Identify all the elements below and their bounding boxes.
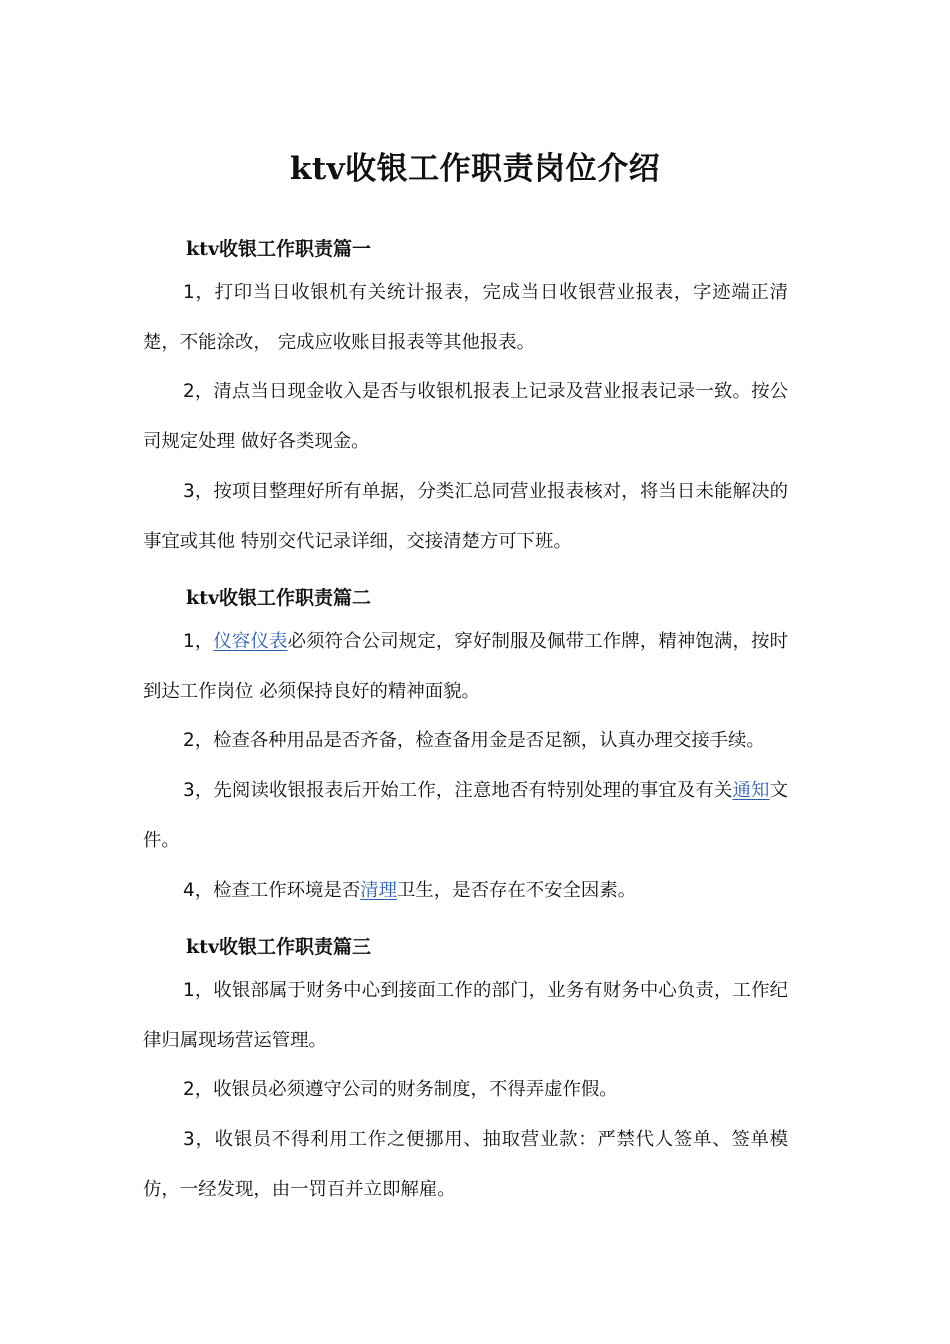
paragraph-text: 文件。 — [143, 780, 788, 851]
link-notice[interactable]: 通知 — [732, 780, 770, 801]
paragraph: 2，收银员必须遵守公司的财务制度，不得弄虚作假。 — [183, 1079, 618, 1100]
section-heading-3: ktv收银工作职责篇三 — [186, 936, 371, 958]
paragraph-text: 必须符合公司规定，穿好制服及佩带工作牌，精神饱满，按时到达工作岗位 必须保持良好的精神面貌。 — [143, 631, 788, 702]
paragraph — [143, 866, 788, 916]
paragraph: 3，按项目整理好所有单据，分类汇总同营业报表核对，将当日未能解决的事宜或其他 特别交代记录详细，交接清楚方可下班。 — [143, 481, 788, 552]
link-cleaning[interactable]: 清理 — [360, 880, 398, 901]
paragraph: 2，清点当日现金收入是否与收银机报表上记录及营业报表记录一致。按公司规定处理 做好各类现金。 — [143, 381, 788, 452]
section-heading-1: ktv收银工作职责篇一 — [186, 238, 371, 260]
link-grooming[interactable]: 仪容仪表 — [213, 631, 288, 652]
paragraph: 2，检查各种用品是否齐备，检查备用金是否足额，认真办理交接手续。 — [183, 730, 765, 751]
paragraph-text: 卫生，是否存在不安全因素。 — [397, 880, 637, 901]
paragraph-text: 3，先阅读收银报表后开始工作，注意地否有特别处理的事宜及有关 — [183, 780, 733, 801]
section-heading-2: ktv收银工作职责篇二 — [186, 587, 371, 609]
paragraph-text: 4，检查工作环境是否 — [183, 880, 361, 901]
paragraph: 1，打印当日收银机有关统计报表，完成当日收银营业报表，字迹端正清楚，不能涂改， 完成应收账目报表等其他报表。 — [143, 282, 788, 353]
paragraph: 3，收银员不得利用工作之便挪用、抽取营业款：严禁代人签单、签单模仿，一经发现，由一罚百并立即解雇。 — [143, 1129, 788, 1200]
paragraph — [143, 617, 788, 717]
paragraph-text: 1， — [183, 631, 214, 652]
paragraph — [143, 766, 788, 866]
document-title: ktv收银工作职责岗位介绍 — [289, 151, 661, 187]
paragraph: 1，收银部属于财务中心到接面工作的部门，业务有财务中心负责，工作纪律归属现场营运管理。 — [143, 980, 788, 1051]
